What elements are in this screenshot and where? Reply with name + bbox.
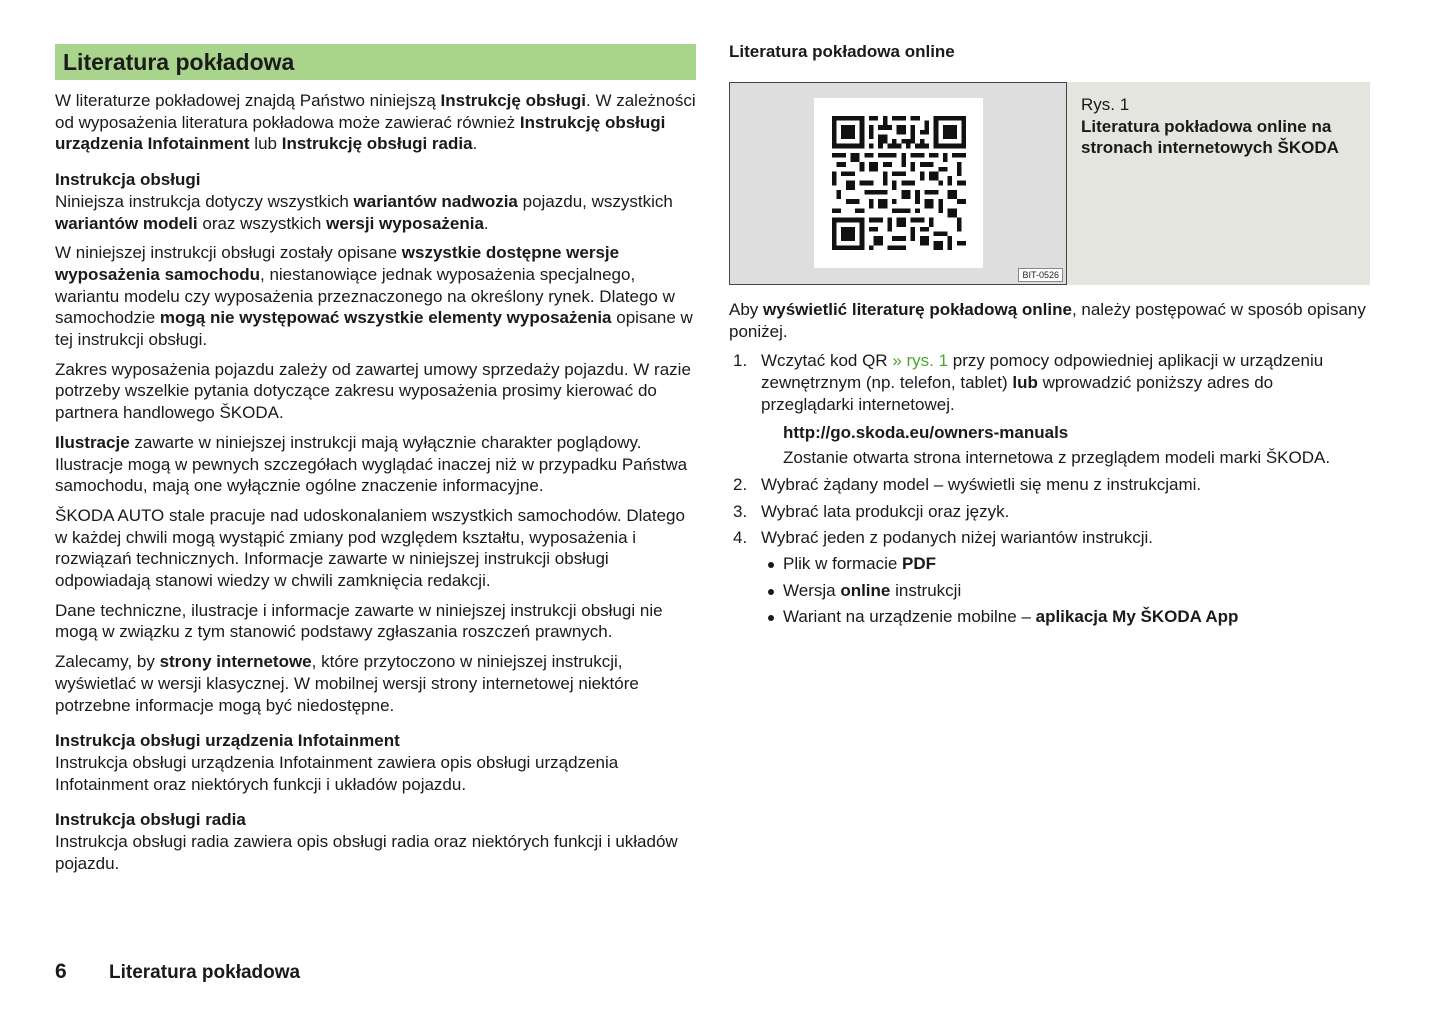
- variants-list: [761, 553, 1370, 628]
- manual-paragraph-4: Ilustracje zawarte w niniejszej instrukcji mają wyłącznie charakter poglądowy. Ilustracje mogą w pewnych szczegółach wyglądać inaczej niż w przypadku Państwa samochodu, mają one wyłącznie ogólne znaczenie informacyjne.: [55, 432, 688, 496]
- infotainment-subheading: Instrukcja obsługi urządzenia Infotainment: [55, 731, 400, 751]
- right-column: [729, 40, 1370, 633]
- url-note: Zostanie otwarta strona internetowa z przeglądem modeli marki ŠKODA.: [783, 448, 1331, 468]
- manual-paragraph-1: Instrukcja obsługi Niniejsza instrukcja dotyczy wszystkich wariantów nadwozia pojazdu, wszystkich wariantów modeli oraz wszystkich wersji wyposażenia.: [55, 169, 696, 234]
- page-number: 6: [55, 960, 67, 983]
- qr-code-icon: [832, 116, 966, 250]
- step-number: 2.: [733, 474, 748, 494]
- steps-list: [729, 350, 1370, 628]
- infotainment-paragraph: Instrukcja obsługi urządzenia Infotainment Instrukcja obsługi urządzenia Infotainment zawiera opis obsługi urządzenia Infotainment oraz niektórych funkcji i układów pojazdu.: [55, 730, 696, 795]
- step-item: 1. Wczytać kod QR » rys. 1 przy pomocy odpowiedniej aplikacji w urządzeniu zewnętrznym (np. telefon, tablet) lub wprowadzić poniższy adres do przeglądarki internetowej. http://go.skoda.eu/owners-manuals Zostanie otwarta strona internetowa z przeglądem modeli marki ŠKODA.: [729, 350, 1370, 469]
- list-item: Plik w formacie PDF: [761, 553, 1370, 575]
- manual-paragraph-3: Zakres wyposażenia pojazdu zależy od zawartej umowy sprzedaży pojazdu. W razie potrzeby wszelkie pytania dotyczące zakresu wyposażenia prosimy kierować do partnera handlowego ŠKODA.: [55, 359, 691, 423]
- online-intro: Aby wyświetlić literaturę pokładową online, należy postępować w sposób opisany poniżej.: [729, 300, 1366, 341]
- step-item: 3. Wybrać lata produkcji oraz język.: [733, 501, 1010, 521]
- manual-paragraph-7: Zalecamy, by strony internetowe, które przytoczono w niniejszej instrukcji, wyświetlać w wersji klasycznej. W mobilnej wersji strony internetowej niektóre potrzebne informacje mogą być niedostępne.: [55, 652, 639, 715]
- manual-subheading: Instrukcja obsługi: [55, 170, 201, 190]
- step-number: 3.: [733, 501, 748, 521]
- figure-caption: [1067, 82, 1370, 285]
- step-number: 4.: [733, 528, 748, 548]
- page-footer: [55, 960, 300, 984]
- figure-image: [729, 82, 1067, 285]
- online-title: Literatura pokładowa online: [729, 42, 955, 61]
- qr-code: [814, 98, 983, 268]
- radio-paragraph: Instrukcja obsługi radia Instrukcja obsługi radia zawiera opis obsługi radia oraz niektórych funkcji i układów pojazdu.: [55, 809, 696, 874]
- manual-paragraph-2: W niniejszej instrukcji obsługi zostały opisane wszystkie dostępne wersje wyposażenia samochodu, niestanowiące jednak wyposażenia specjalnego, wariantu modelu czy wyposażenia przeznaczonego na określony rynek. Dlatego w samochodzie mogą nie występować wszystkie elementy wyposażenia opisane w tej instrukcji obsługi.: [55, 243, 693, 350]
- list-item: Wariant na urządzenie mobilne – aplikacja My ŠKODA App: [761, 606, 1370, 628]
- manual-paragraph-5: ŠKODA AUTO stale pracuje nad udoskonalaniem wszystkich samochodów. Dlatego w każdej chwili mogą wystąpić zmiany pod względem kształtu, wyposażenia i rozwiązań technicznych. Informacje zawarte w niniejszej instrukcji obsługi odpowiadają stanowi wiedzy w chwili zamknięcia redakcji.: [55, 505, 685, 591]
- intro-paragraph: W literaturze pokładowej znajdą Państwo niniejszą Instrukcję obsługi. W zależności od wyposażenia literatura pokładowa może zawierać również Instrukcję obsługi urządzenia Infotainment lub Instrukcję obsługi radia.: [55, 91, 696, 154]
- step-item: 4. Wybrać jeden z podanych niżej wariantów instrukcji. Plik w formacie PDF Wersja online instrukcji Wariant na urządzenie mobilne – aplikacja My ŠKODA App: [729, 527, 1370, 628]
- step-number: 1.: [733, 351, 748, 371]
- section-heading: Literatura pokładowa: [55, 44, 696, 80]
- figure-code: BIT-0526: [1018, 268, 1063, 282]
- manual-paragraph-6: Dane techniczne, ilustracje i informacje zawarte w niniejszej instrukcji obsługi nie mogą w związku z tym stanowić podstawy zgłaszania roszczeń prawnych.: [55, 600, 663, 642]
- figure-label: Rys. 1: [1081, 95, 1130, 114]
- figure-caption-title: Literatura pokładowa online na stronach internetowych ŠKODA: [1081, 116, 1339, 158]
- step-item: 2. Wybrać żądany model – wyświetli się menu z instrukcjami.: [733, 474, 1202, 494]
- figure-reference-link[interactable]: » rys. 1: [892, 351, 949, 371]
- radio-subheading: Instrukcja obsługi radia: [55, 810, 246, 830]
- figure-1: [729, 82, 1370, 285]
- manuals-url: http://go.skoda.eu/owners-manuals: [783, 422, 1069, 442]
- list-item: Wersja online instrukcji: [761, 580, 1370, 602]
- footer-section-title: Literatura pokładowa: [109, 962, 301, 983]
- left-column: [55, 44, 696, 883]
